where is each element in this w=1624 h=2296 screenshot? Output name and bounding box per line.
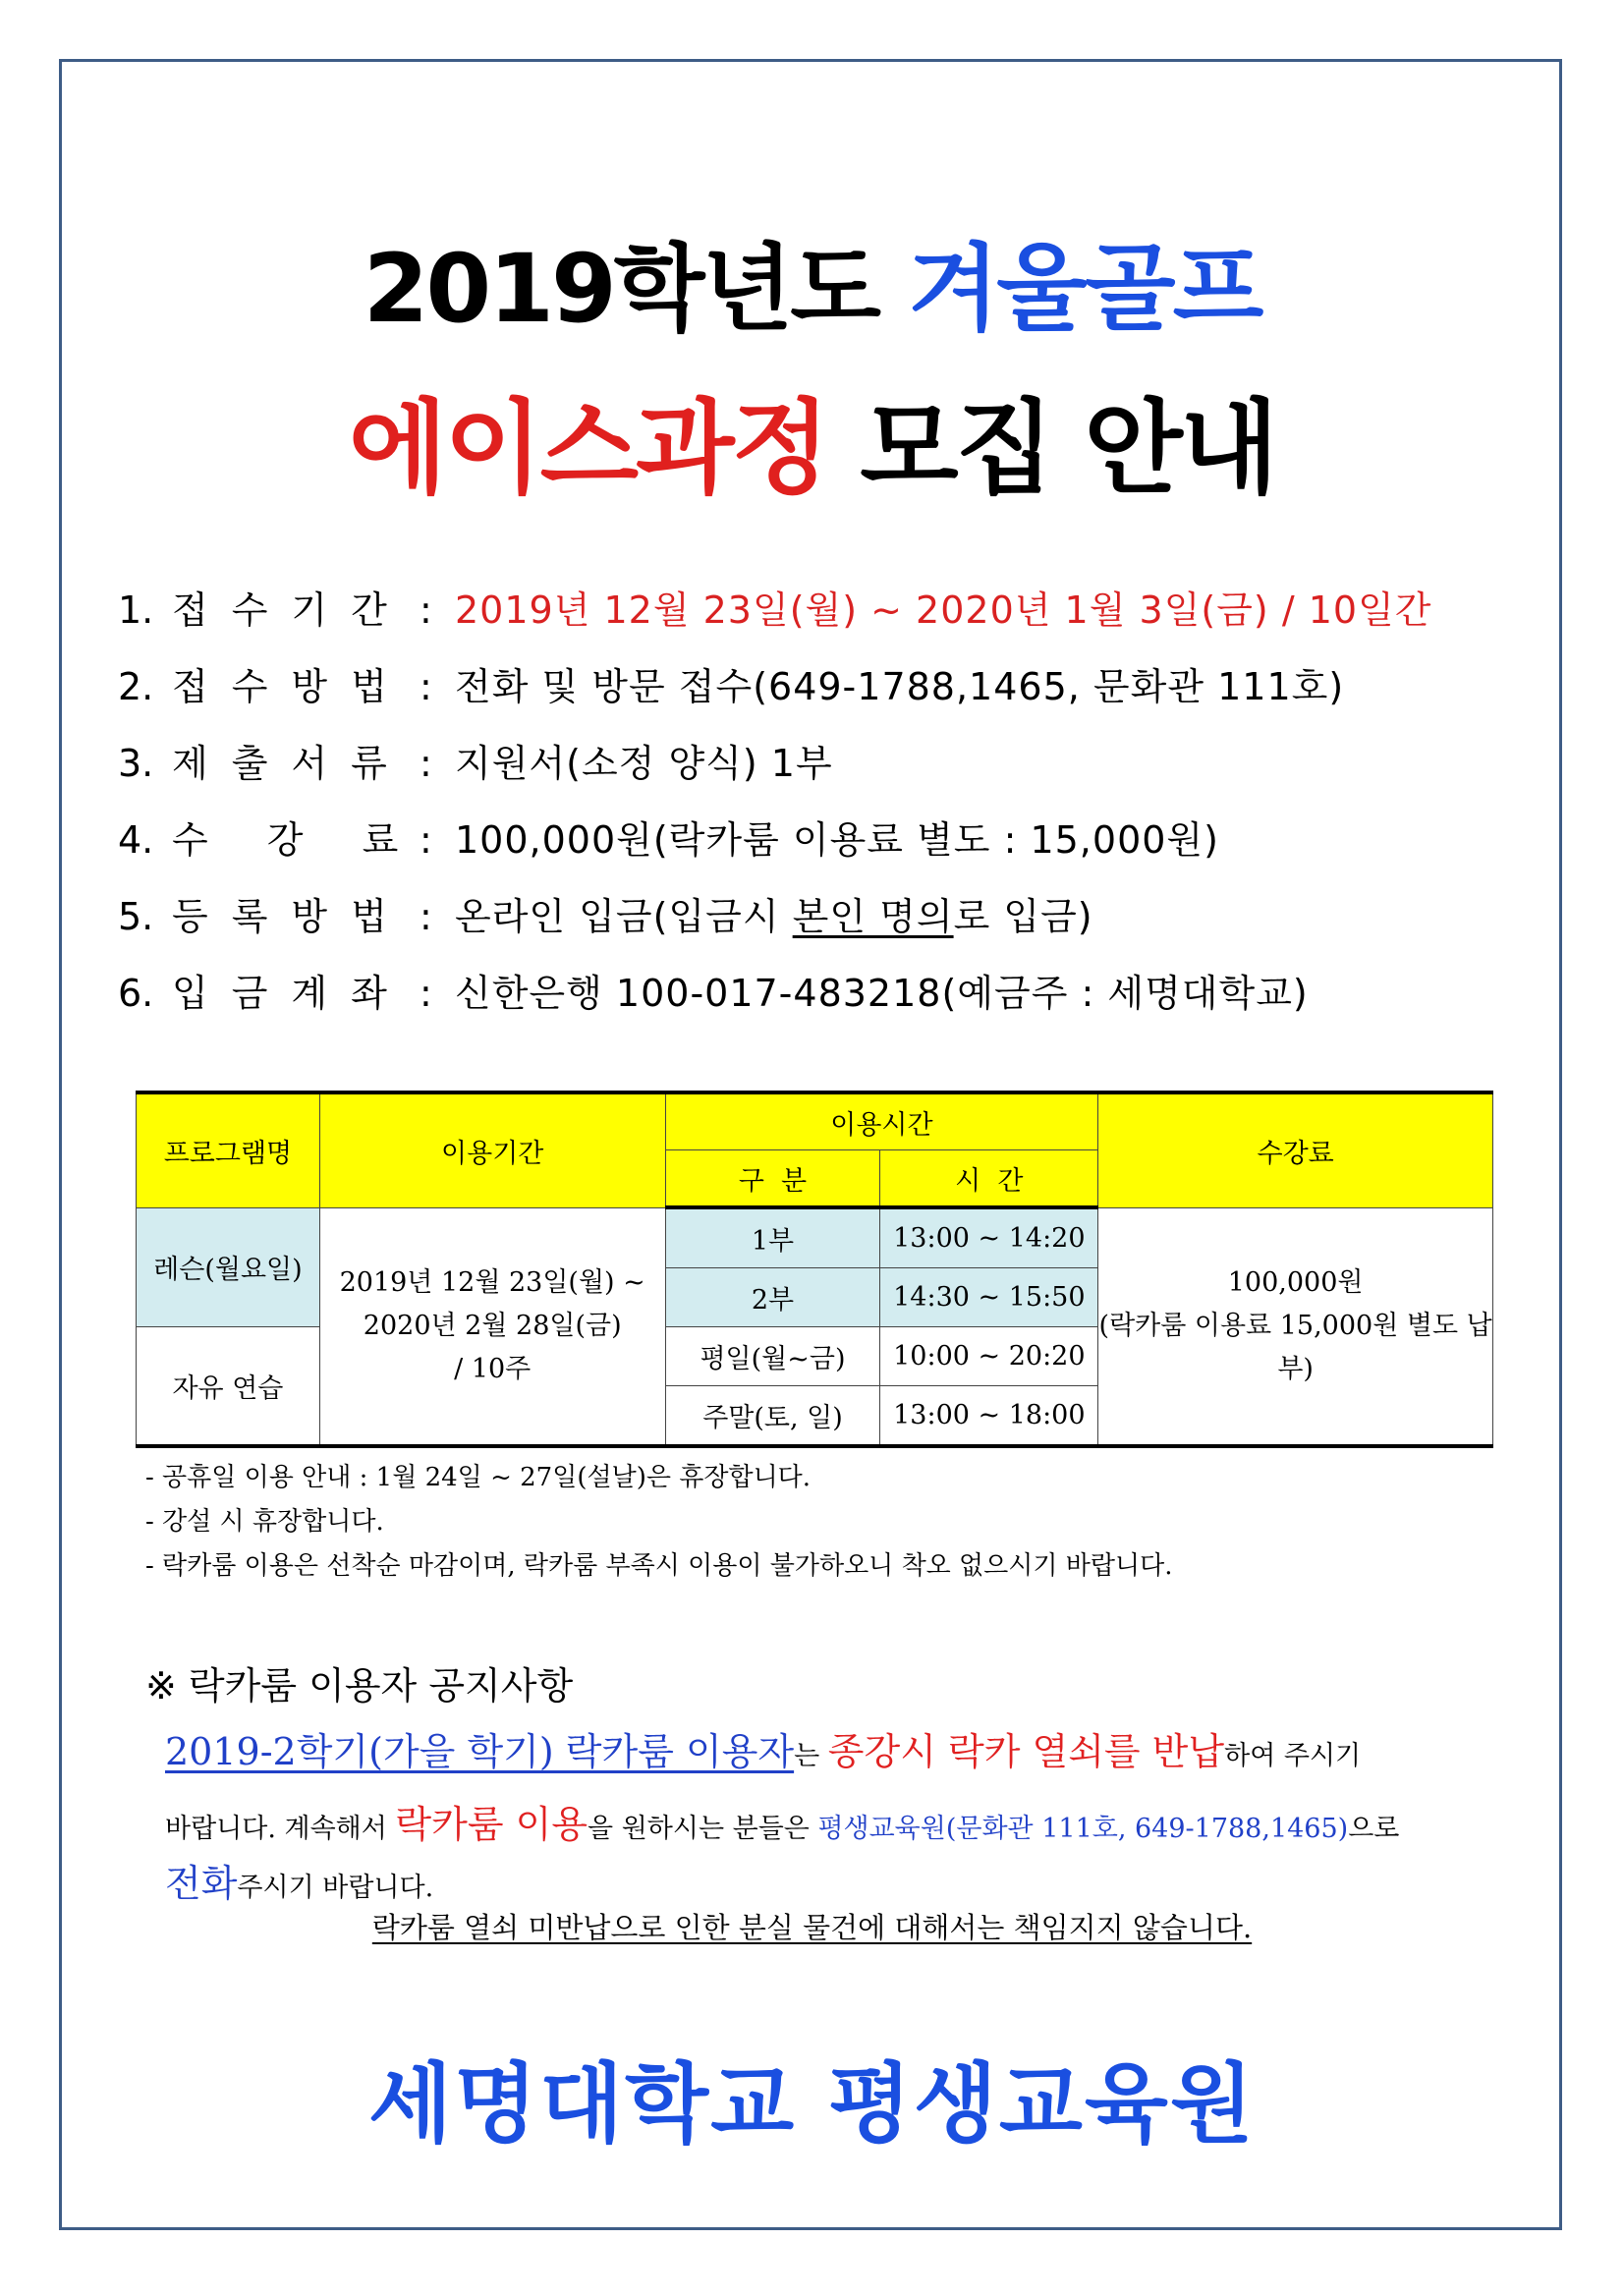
info-value: 지원서(소정 양식) 1부 [455,742,833,785]
division-cell: 주말(토, 일) [665,1386,880,1447]
division-cell: 1부 [665,1207,880,1268]
page-title-line1 [0,214,1624,349]
info-value: 신한은행 100-017-483218(예금주 : 세명대학교) [455,972,1309,1015]
notice-text: 으로 [1348,1814,1400,1844]
notice-line2 [165,1794,1399,1848]
footer-organization: 세명대학교 평생교육원 [368,2053,1256,2155]
fee-cell [1098,1207,1493,1446]
fee-amount: 100,000원 [1227,1266,1364,1298]
title-winter-golf: 겨울골프 [908,234,1261,344]
info-value: 전화 및 방문 접수(649-1788,1465, 문화관 111호) [455,665,1345,708]
program-free-practice: 자유 연습 [137,1327,320,1447]
info-colon: : [420,972,432,1015]
header-hours: 시 간 [880,1150,1098,1208]
time-cell: 13:00 ~ 14:20 [880,1207,1098,1268]
info-value [455,895,1093,938]
page-title-line2 [0,365,1624,513]
division-cell: 2부 [665,1268,880,1327]
info-colon: : [420,588,432,632]
info-label: 입금계좌 [172,972,411,1015]
header-time: 이용시간 [665,1092,1098,1150]
title-recruit: 모집 안내 [827,388,1276,508]
info-label: 접수방법 [172,665,411,708]
header-period: 이용기간 [319,1092,665,1207]
notice-text: 는 [794,1741,828,1771]
time-cell: 10:00 ~ 20:20 [880,1327,1098,1386]
table-notes [145,1456,1173,1589]
note-item: - 락카룸 이용은 선착순 마감이며, 락카룸 부족시 이용이 불가하오니 착오 없으시기 바랍니다. [145,1551,1173,1581]
info-label: 접수기간 [172,588,411,632]
notice-text: 하여 주시기 [1224,1741,1362,1771]
header-fee: 수강료 [1098,1092,1493,1207]
info-colon: : [420,742,432,785]
info-colon: : [420,818,432,862]
time-cell: 13:00 ~ 18:00 [880,1386,1098,1447]
notice-contact: 평생교육원(문화관 111호, 649-1788,1465) [817,1814,1349,1844]
period-cell [319,1207,665,1446]
notice-disclaimer: 락카룸 열쇠 미반납으로 인한 분실 물건에 대해서는 책임지지 않습니다. [371,1911,1253,1944]
info-item-account [118,963,1309,1017]
notice-heading: ※ 락카룸 이용자 공지사항 [145,1664,574,1708]
header-program: 프로그램명 [137,1092,320,1207]
info-label: 등록방법 [172,895,411,938]
notice-locker-users: 2019-2학기(가을 학기) 락카룸 이용자 [165,1730,795,1773]
table-row [137,1207,1493,1268]
info-item-fee [118,810,1219,864]
info-colon: : [420,895,432,938]
notice-line1 [165,1721,1361,1775]
notice-text: 을 원하시는 분들은 [588,1814,818,1844]
notice-line3 [165,1853,433,1907]
info-value-pre: 온라인 입금(입금시 [455,895,793,938]
period-line: / 10주 [454,1353,532,1384]
info-item-period [118,580,1432,634]
info-colon: : [420,665,432,708]
notice-phone: 전화 [165,1862,238,1905]
info-item-documents [118,733,833,787]
division-cell: 평일(월~금) [665,1327,880,1386]
info-value-post: 로 입금) [953,895,1093,938]
info-value: 100,000원(락카룸 이용료 별도 : 15,000원) [455,818,1219,862]
fee-note: (락카룸 이용료 15,000원 별도 납부) [1098,1310,1492,1384]
period-line: 2019년 12월 23일(월) ~ [339,1266,645,1298]
program-lesson: 레슨(월요일) [137,1207,320,1327]
info-item-registration [118,886,1093,940]
info-num: 3. [118,742,154,785]
notice-text: 주시기 바랍니다. [237,1873,434,1903]
info-num: 6. [118,972,154,1015]
info-num: 5. [118,895,154,938]
notice-text: 바랍니다. 계속해서 [165,1814,396,1844]
info-value: 2019년 12월 23일(월) ~ 2020년 1월 3일(금) / 10일간 [455,588,1432,632]
info-label: 수 강 료 [172,818,422,862]
notice-return-key: 종강시 락카 열쇠를 반납 [827,1730,1225,1773]
info-label: 제출서류 [172,742,411,785]
schedule-table [136,1091,1493,1448]
notice-locker-use: 락카룸 이용 [395,1803,588,1846]
info-item-method [118,656,1344,710]
note-item: - 강설 시 휴장합니다. [145,1507,384,1537]
title-year: 2019학년도 [363,234,909,344]
title-ace-course: 에이스과정 [348,388,828,508]
info-num: 2. [118,665,154,708]
info-value-underlined: 본인 명의 [792,895,954,938]
info-num: 1. [118,588,154,632]
period-line: 2020년 2월 28일(금) [363,1310,622,1341]
info-num: 4. [118,818,154,862]
header-division: 구 분 [665,1150,880,1208]
time-cell: 14:30 ~ 15:50 [880,1268,1098,1327]
note-item: - 공휴일 이용 안내 : 1월 24일 ~ 27일(설날)은 휴장합니다. [145,1463,812,1492]
